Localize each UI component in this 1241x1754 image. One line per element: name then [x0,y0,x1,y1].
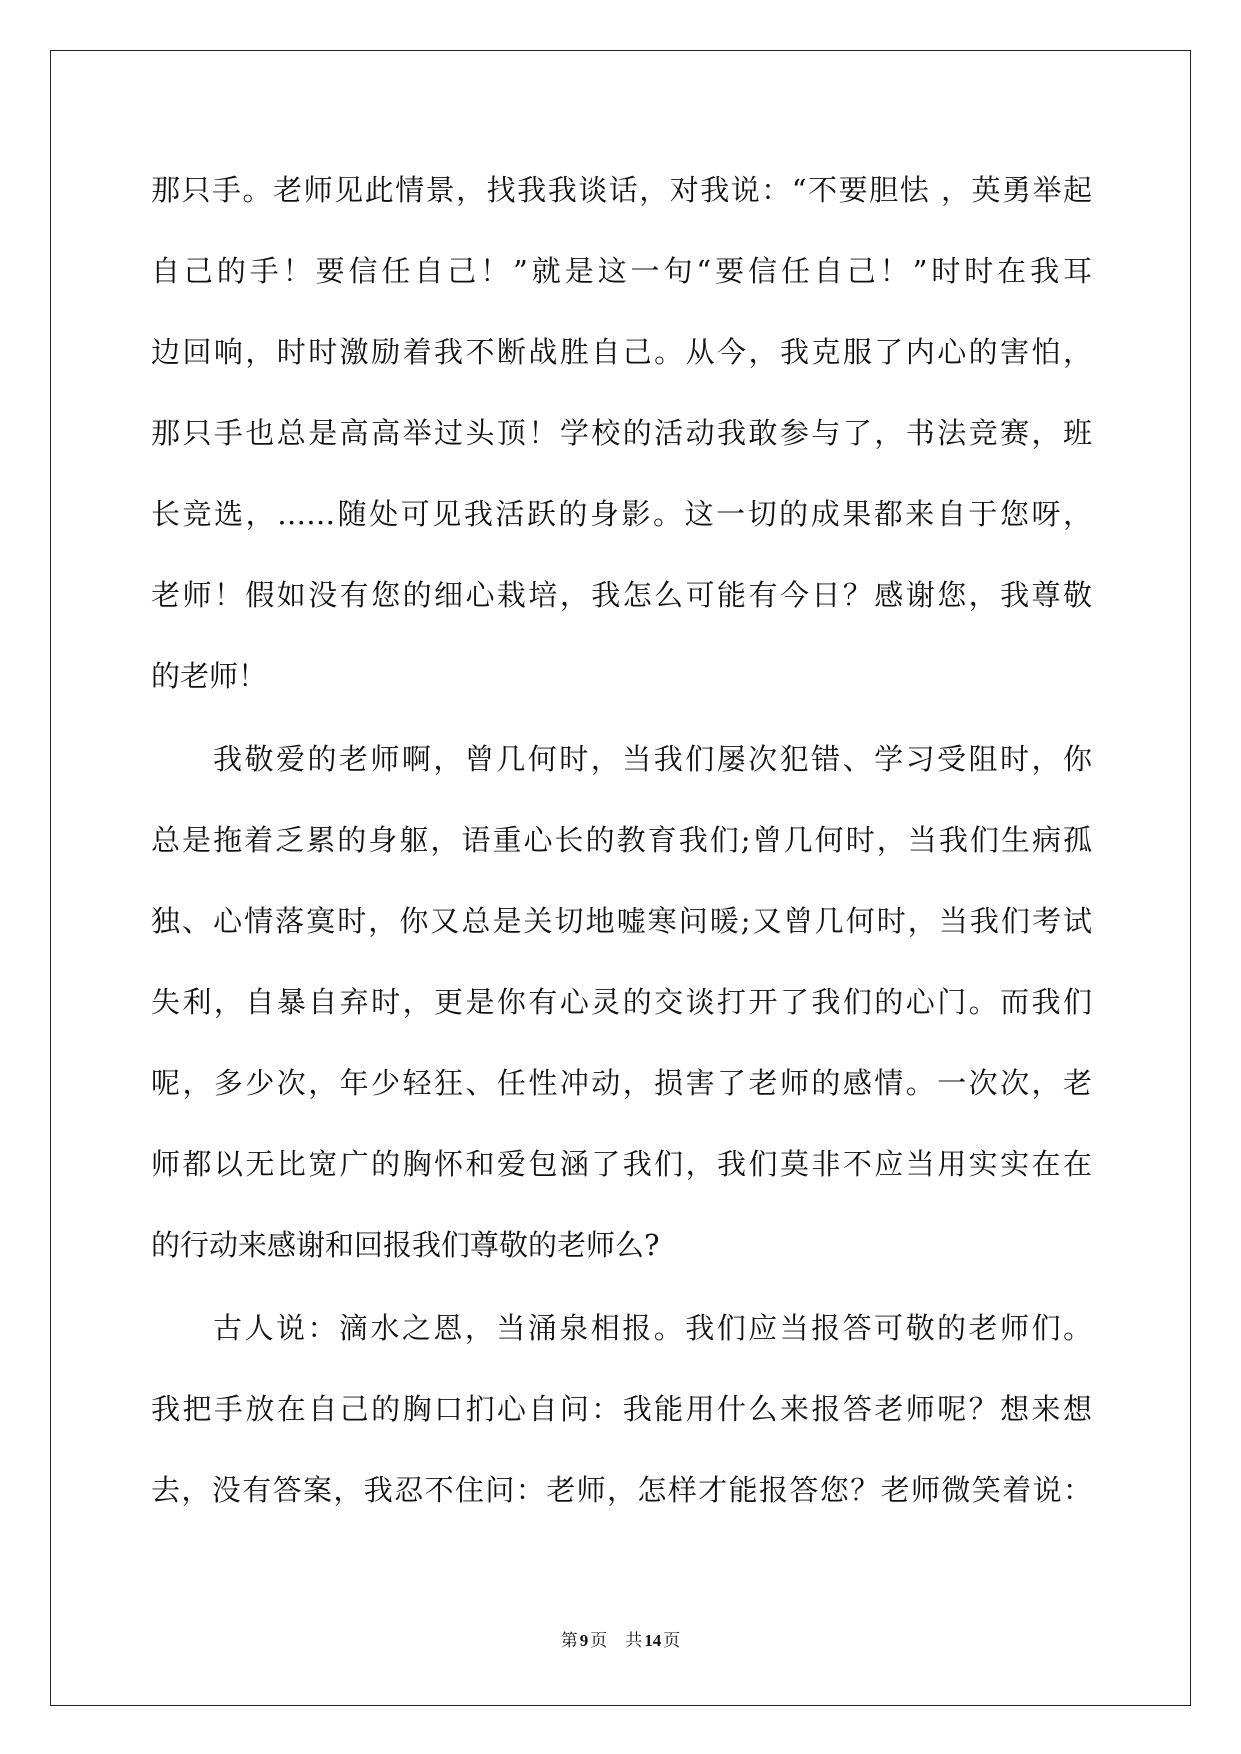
paragraph [151,719,1092,1286]
page-number [561,1631,608,1650]
body-line: 失利，自暴自弃时，更是你有心灵的交谈打开了我们的心门。而我们 [151,985,1092,1019]
body-line: 独、心情落寞时，你又总是关切地嘘寒问暖;又曾几何时，当我们考试 [151,904,1092,938]
total-page-count: 14 [644,1631,662,1650]
body-line: 我敬爱的老师啊，曾几何时，当我们屡次犯错、学习受阻时，你 [213,742,1092,776]
total-prefix: 共 [625,1631,643,1650]
page-prefix: 第 [560,1631,578,1650]
paragraph-continued [151,150,1092,717]
body-line: 老师！假如没有您的细心栽培，我怎么可能有今日？感谢您，我尊敬 [151,578,1092,612]
document-body [151,150,1092,1531]
current-page-number: 9 [579,1631,589,1650]
body-line: 的行动来感谢和回报我们尊敬的老师么? [151,1228,660,1262]
body-line: 边回响，时时激励着我不断战胜自己。从今，我克服了内心的害怕， [151,335,1092,369]
page-suffix: 页 [590,1631,608,1650]
body-line: 自己的手！要信任自己！”就是这一句“要信任自己！”时时在我耳 [151,254,1092,288]
body-line: 师都以无比宽广的胸怀和爱包涵了我们，我们莫非不应当用实实在在 [151,1147,1092,1181]
total-suffix: 页 [663,1631,681,1650]
body-line: 那只手也总是高高举过头顶！学校的活动我敢参与了，书法竞赛，班 [151,416,1092,450]
body-line: 我把手放在自己的胸口扪心自问：我能用什么来报答老师呢？想来想 [151,1392,1092,1426]
paragraph [151,1288,1092,1531]
body-line: 古人说：滴水之恩，当涌泉相报。我们应当报答可敬的老师们。 [213,1311,1092,1345]
body-line: 的老师！ [151,659,268,693]
total-pages [625,1631,680,1650]
body-line: 那只手。老师见此情景，找我我谈话，对我说：“不要胆怯 ，英勇举起 [151,173,1092,207]
body-line: 去，没有答案，我忍不住问：老师，怎样才能报答您？老师微笑着说： [151,1473,1092,1507]
body-line: 长竞选，……随处可见我活跃的身影。这一切的成果都来自于您呀， [151,497,1092,531]
body-line: 呢，多少次，年少轻狂、任性冲动，损害了老师的感情。一次次，老 [151,1066,1092,1100]
page-footer [0,1628,1241,1654]
body-line: 总是拖着乏累的身躯，语重心长的教育我们;曾几何时，当我们生病孤 [151,823,1092,857]
